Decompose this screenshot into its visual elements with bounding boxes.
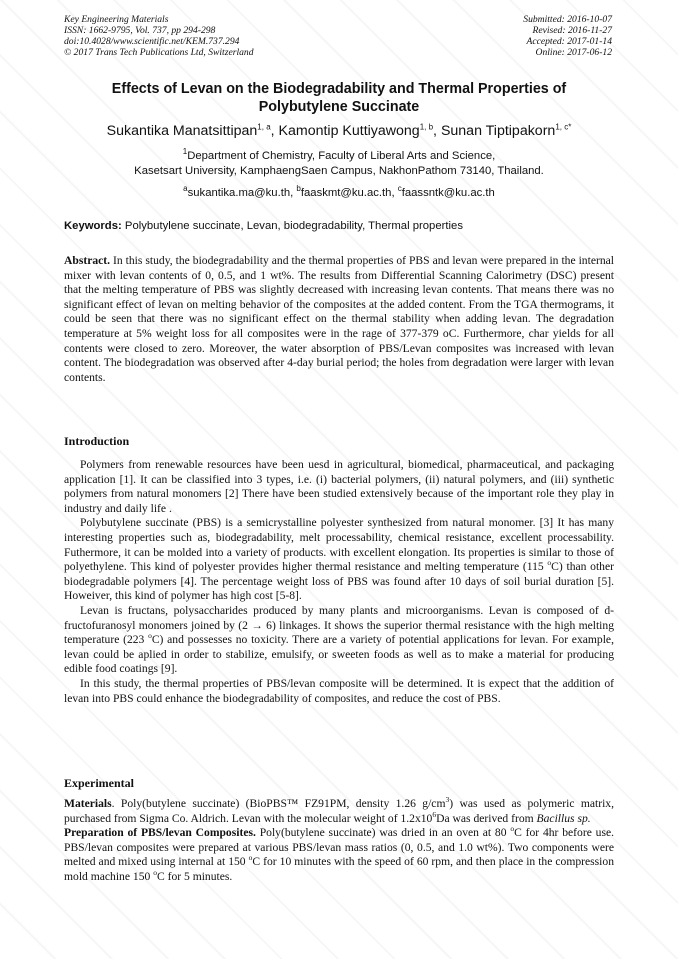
author-1-affil: 1, a xyxy=(257,122,271,132)
intro-paragraph-4: In this study, the thermal properties of PBS/levan composite will be determined. It is expect that the addition of levan into PBS could enhance the biodegradability of composites, and reduce the cost of PBS. xyxy=(64,676,614,705)
degree-sign: o xyxy=(153,868,157,878)
author-2-affil: 1, b xyxy=(419,122,434,132)
preparation-paragraph xyxy=(64,826,614,884)
affiliation-line-2: Kasetsart University, KamphaengSaen Campus, NakhonPathom 73140, Thailand. xyxy=(134,165,544,177)
journal-copyright: © 2017 Trans Tech Publications Ltd, Switzerland xyxy=(64,47,254,58)
preparation-text: C for 5 minutes. xyxy=(156,869,233,883)
materials-text: Da was derived from xyxy=(436,811,537,825)
email-marker-a: a xyxy=(183,184,188,194)
intro-paragraph-2 xyxy=(64,516,614,604)
materials-text: . Poly(butylene succinate) (BioPBS™ FZ91PM, density 1.26 g/cm xyxy=(111,797,446,810)
intro-p2-text: Polybutylene succinate (PBS) is a semicrystalline polyester synthesized from natural monomer. [3] It has many interesting properties such as, biodegradability, melt processability, chemical resistance, excellent processability. Futhermore, it can be molded into a variety of products. with excellent elongation. Its properties is similar to those of polyethylene. This kind of polyester provides higher thermal resistance and melting temperature (115 xyxy=(64,516,614,574)
degree-sign: o xyxy=(148,631,152,641)
email-a: sukantika.ma@ku.th, xyxy=(187,187,297,199)
email-b: faaskmt@ku.ac.th, xyxy=(300,187,398,199)
title-line-1: Effects of Levan on the Biodegradability and Thermal Properties of xyxy=(111,81,567,97)
author-separator: , xyxy=(433,123,441,139)
intro-p3-text: C) and possesses no toxicity. There are a variety of potential applications for levan. For example, levan could be aplied in order to stabilize, emulsify, or sweeten foods as well as to make a material for producing edible food coatings [9]. xyxy=(64,633,614,676)
keywords-label: Keywords: xyxy=(64,220,122,232)
affiliation-marker: 1 xyxy=(182,147,188,157)
author-3-affil: 1, c* xyxy=(555,122,572,132)
keywords xyxy=(64,219,614,234)
date-submitted: Submitted: 2016-10-07 xyxy=(523,14,612,25)
species-name: Bacillus sp. xyxy=(536,811,591,825)
materials-text: ) was used as polymeric matrix, purchased from Sigma Co. Aldrich. Levan with the molecular weight of 1.2x10 xyxy=(64,797,614,825)
abstract-text: In this study, the biodegradability and the thermal properties of PBS and levan were prepared in the internal mixer with levan contents of 0, 0.5, and 1 wt%. The results from Differential Scanning Calorimetry (DSC) present that the melting temperature of PBS was slightly decreased with increasing levan contents. That means there was no significant effect of levan on melting behavior of the composites at the added content. From the TGA thermograms, it could be seen that there was no significant effect on the thermal stability when adding levan. The degradation temperature at 5% weight loss for all composites were in the rage of 377-379 oC. Furthermore, char yields for all contents were closed to zero. Moreover, the water absorption of PBS/Levan composites was increased with levan content. The biodegradation was observed after 4-day burial period; the holes from degradation were larger with levan contents. xyxy=(64,254,614,384)
author-separator: , xyxy=(270,123,279,139)
date-accepted: Accepted: 2017-01-14 xyxy=(526,36,612,47)
journal-doi: doi:10.4028/www.scientific.net/KEM.737.294 xyxy=(64,36,240,47)
date-revised: Revised: 2016-11-27 xyxy=(532,25,612,36)
abstract-label: Abstract. xyxy=(64,254,111,267)
email-marker-b: b xyxy=(296,184,301,194)
author-1: Sukantika Manatsittipan xyxy=(106,123,258,139)
experimental-section xyxy=(64,797,614,885)
introduction-section xyxy=(64,458,614,706)
introduction-heading: Introduction xyxy=(64,434,130,448)
journal-name: Key Engineering Materials xyxy=(64,14,169,25)
degree-sign: o xyxy=(248,853,253,863)
degree-sign: o xyxy=(547,558,552,568)
preparation-label: Preparation of PBS/levan Composites. xyxy=(64,826,256,840)
materials-paragraph xyxy=(64,797,614,826)
journal-info xyxy=(64,14,254,58)
paper-title xyxy=(64,80,614,116)
email-marker-c: c xyxy=(397,184,402,194)
preparation-text: C for 10 minutes with the speed of 60 rpm, and then place in the compression mold machine 150 xyxy=(64,855,614,883)
author-3: Sunan Tiptipakorn xyxy=(440,123,556,139)
intro-p2-text: C) than other biodegradable polymers [4]. The percentage weight loss of PBS was found after 10 days of soil burial duration [5]. Howeiver, this kind of polymer has high cost [5-8]. xyxy=(64,560,614,603)
superscript: 6 xyxy=(432,809,437,819)
abstract xyxy=(64,254,614,385)
degree-sign: o xyxy=(510,824,515,834)
journal-issn: ISSN: 1662-9795, Vol. 737, pp 294-298 xyxy=(64,25,216,36)
keywords-text: Polybutylene succinate, Levan, biodegradability, Thermal properties xyxy=(121,220,463,232)
author-emails xyxy=(64,186,614,201)
intro-p3-text: Levan is fructans, polysaccharides produced by many plants and microorganisms. Levan is composed of d-fructofuranosyl monomers joined by (2 → 6) linkages. It shows the superior thermal resistance with the high melting temperature (223 xyxy=(64,603,614,647)
affiliation xyxy=(64,149,614,179)
date-online: Online: 2017-06-12 xyxy=(535,47,612,58)
title-line-2: Polybutylene Succinate xyxy=(258,99,420,115)
materials-label: Materials xyxy=(64,797,112,810)
email-c: faassntk@ku.ac.th xyxy=(401,187,495,199)
intro-paragraph-1: Polymers from renewable resources have been uesd in agricultural, biomedical, pharmaceutical, and packaging application [1]. It can be classified into 3 types, i.e. (i) bacterial polymers, (ii) natural polymers, and (iii) synthetic polymers from natural monomers [2] There have been studied extensively because of the important role they play in industry and daily life . xyxy=(64,458,614,515)
author-2: Kamontip Kuttiyawong xyxy=(278,123,420,139)
affiliation-line-1: Department of Chemistry, Faculty of Liberal Arts and Science, xyxy=(187,150,496,162)
preparation-text: C for 4hr before use. PBS/levan composites were prepared at various PBS/levan mass ratios (0, 0.5, and 1.0 wt%). Two components were melted and mixed using internal at 150 xyxy=(64,826,614,869)
preparation-text: Poly(butylene succinate) was dried in an oven at 80 xyxy=(255,826,511,840)
submission-dates xyxy=(523,14,612,58)
intro-paragraph-3 xyxy=(64,604,614,677)
author-list xyxy=(40,122,638,140)
superscript: 3 xyxy=(445,795,450,805)
experimental-heading: Experimental xyxy=(64,776,134,790)
